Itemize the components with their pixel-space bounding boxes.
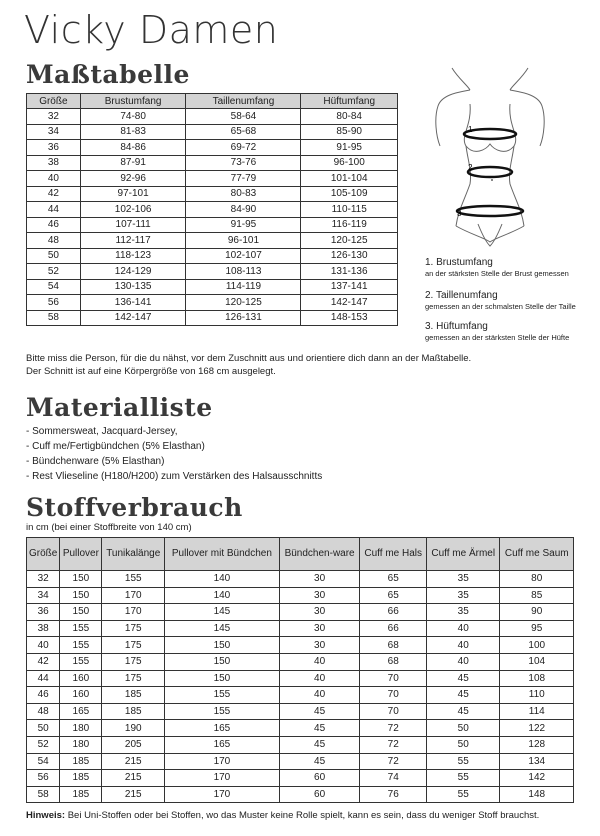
table-cell: 170 bbox=[165, 786, 280, 803]
table-cell: 102-107 bbox=[186, 248, 301, 264]
materials-heading: Materialliste bbox=[26, 393, 213, 422]
table-cell: 110-115 bbox=[301, 202, 398, 218]
figure-marker-1: 1 bbox=[468, 125, 473, 134]
table-cell: 170 bbox=[102, 604, 165, 621]
table-cell: 40 bbox=[426, 637, 499, 654]
table-cell: 40 bbox=[279, 687, 360, 704]
table-cell: 114-119 bbox=[186, 279, 301, 295]
table-cell: 80-83 bbox=[186, 186, 301, 202]
column-header: Größe bbox=[27, 538, 60, 571]
table-cell: 185 bbox=[102, 703, 165, 720]
table-cell: 72 bbox=[360, 736, 427, 753]
size-table-heading: Maßtabelle bbox=[26, 60, 190, 89]
table-row bbox=[27, 310, 398, 326]
legend-hip: 3. Hüftumfang gemessen an der stärksten Stelle der Hüfte bbox=[425, 321, 570, 342]
table-cell: 34 bbox=[27, 124, 81, 140]
fabric-table bbox=[26, 537, 574, 803]
table-cell: 150 bbox=[60, 604, 102, 621]
table-cell: 48 bbox=[27, 703, 60, 720]
table-row bbox=[27, 233, 398, 249]
table-cell: 58 bbox=[27, 310, 81, 326]
size-note: Bitte miss die Person, für die du nähst, vor dem Zuschnitt aus und orientiere dich dann an der Maßtabelle. Der Schnitt ist auf eine Körpergröße von 168 cm ausgelegt. bbox=[26, 353, 472, 377]
table-cell: 165 bbox=[165, 736, 280, 753]
table-cell: 100 bbox=[500, 637, 574, 654]
table-cell: 38 bbox=[27, 620, 60, 637]
table-cell: 185 bbox=[60, 770, 102, 787]
table-cell: 97-101 bbox=[80, 186, 186, 202]
table-cell: 55 bbox=[426, 786, 499, 803]
column-header: Bündchen-ware bbox=[279, 538, 360, 571]
table-cell: 175 bbox=[102, 670, 165, 687]
table-cell: 175 bbox=[102, 620, 165, 637]
table-cell: 42 bbox=[27, 186, 81, 202]
table-cell: 120-125 bbox=[186, 295, 301, 311]
figure-marker-2: 2 bbox=[468, 163, 473, 172]
table-cell: 60 bbox=[279, 770, 360, 787]
table-cell: 142-147 bbox=[80, 310, 186, 326]
table-cell: 95 bbox=[500, 620, 574, 637]
table-cell: 150 bbox=[60, 587, 102, 604]
table-cell: 130-135 bbox=[80, 279, 186, 295]
table-cell: 101-104 bbox=[301, 171, 398, 187]
table-cell: 54 bbox=[27, 753, 60, 770]
table-cell: 84-90 bbox=[186, 202, 301, 218]
table-cell: 165 bbox=[60, 703, 102, 720]
table-cell: 50 bbox=[27, 248, 81, 264]
table-cell: 30 bbox=[279, 620, 360, 637]
table-cell: 42 bbox=[27, 653, 60, 670]
table-cell: 65-68 bbox=[186, 124, 301, 140]
table-cell: 180 bbox=[60, 736, 102, 753]
table-cell: 160 bbox=[60, 687, 102, 704]
table-row bbox=[27, 736, 574, 753]
table-cell: 126-130 bbox=[301, 248, 398, 264]
table-cell: 32 bbox=[27, 109, 81, 125]
column-header: Cuff me Ärmel bbox=[426, 538, 499, 571]
table-cell: 40 bbox=[27, 171, 81, 187]
list-item: - Sommersweat, Jacquard-Jersey, bbox=[26, 426, 178, 437]
table-cell: 35 bbox=[426, 587, 499, 604]
table-cell: 50 bbox=[27, 720, 60, 737]
table-cell: 72 bbox=[360, 753, 427, 770]
column-header: Cuff me Saum bbox=[500, 538, 574, 571]
table-cell: 80-84 bbox=[301, 109, 398, 125]
table-cell: 150 bbox=[60, 571, 102, 588]
table-cell: 45 bbox=[426, 687, 499, 704]
table-cell: 50 bbox=[426, 736, 499, 753]
table-row bbox=[27, 124, 398, 140]
table-row bbox=[27, 186, 398, 202]
table-cell: 40 bbox=[426, 620, 499, 637]
column-header: Tunikalänge bbox=[102, 538, 165, 571]
table-cell: 155 bbox=[60, 637, 102, 654]
table-cell: 36 bbox=[27, 140, 81, 156]
table-cell: 52 bbox=[27, 264, 81, 280]
figure-marker-3: 3 bbox=[457, 209, 462, 218]
table-cell: 40 bbox=[27, 637, 60, 654]
table-cell: 137-141 bbox=[301, 279, 398, 295]
table-cell: 124-129 bbox=[80, 264, 186, 280]
table-row bbox=[27, 670, 574, 687]
table-cell: 165 bbox=[165, 720, 280, 737]
table-cell: 35 bbox=[426, 604, 499, 621]
table-cell: 44 bbox=[27, 202, 81, 218]
table-row bbox=[27, 248, 398, 264]
table-cell: 68 bbox=[360, 653, 427, 670]
table-cell: 145 bbox=[165, 604, 280, 621]
table-cell: 87-91 bbox=[80, 155, 186, 171]
table-cell: 170 bbox=[165, 753, 280, 770]
table-row bbox=[27, 279, 398, 295]
table-cell: 155 bbox=[60, 653, 102, 670]
column-header: Brustumfang bbox=[80, 94, 186, 109]
table-row bbox=[27, 264, 398, 280]
table-row bbox=[27, 703, 574, 720]
table-row bbox=[27, 753, 574, 770]
table-cell: 142-147 bbox=[301, 295, 398, 311]
table-cell: 136-141 bbox=[80, 295, 186, 311]
list-item: - Cuff me/Fertigbündchen (5% Elasthan) bbox=[26, 441, 205, 452]
table-row bbox=[27, 217, 398, 233]
table-cell: 140 bbox=[165, 587, 280, 604]
table-cell: 70 bbox=[360, 687, 427, 704]
table-cell: 56 bbox=[27, 770, 60, 787]
table-cell: 175 bbox=[102, 653, 165, 670]
table-cell: 134 bbox=[500, 753, 574, 770]
table-row bbox=[27, 171, 398, 187]
table-cell: 38 bbox=[27, 155, 81, 171]
table-cell: 74-80 bbox=[80, 109, 186, 125]
table-row bbox=[27, 587, 574, 604]
table-row bbox=[27, 687, 574, 704]
table-row bbox=[27, 109, 398, 125]
table-cell: 34 bbox=[27, 587, 60, 604]
materials-list bbox=[26, 424, 322, 484]
table-cell: 84-86 bbox=[80, 140, 186, 156]
table-cell: 155 bbox=[165, 687, 280, 704]
table-cell: 70 bbox=[360, 703, 427, 720]
table-cell: 155 bbox=[165, 703, 280, 720]
page-title: Vicky Damen bbox=[24, 8, 279, 52]
table-row bbox=[27, 604, 574, 621]
size-table bbox=[26, 93, 398, 326]
table-row bbox=[27, 720, 574, 737]
table-cell: 30 bbox=[279, 571, 360, 588]
table-cell: 205 bbox=[102, 736, 165, 753]
fabric-heading: Stoffverbrauch bbox=[26, 493, 243, 522]
table-cell: 170 bbox=[165, 770, 280, 787]
table-cell: 142 bbox=[500, 770, 574, 787]
legend-waist: 2. Taillenumfang gemessen an der schmalsten Stelle der Taille bbox=[425, 290, 576, 311]
table-cell: 122 bbox=[500, 720, 574, 737]
table-cell: 30 bbox=[279, 587, 360, 604]
table-cell: 45 bbox=[279, 720, 360, 737]
table-cell: 80 bbox=[500, 571, 574, 588]
table-cell: 74 bbox=[360, 770, 427, 787]
fabric-subheading: in cm (bei einer Stoffbreite von 140 cm) bbox=[26, 522, 192, 533]
table-cell: 81-83 bbox=[80, 124, 186, 140]
table-cell: 40 bbox=[279, 653, 360, 670]
table-cell: 40 bbox=[426, 653, 499, 670]
table-cell: 30 bbox=[279, 604, 360, 621]
table-cell: 45 bbox=[279, 753, 360, 770]
table-cell: 131-136 bbox=[301, 264, 398, 280]
table-cell: 69-72 bbox=[186, 140, 301, 156]
table-cell: 56 bbox=[27, 295, 81, 311]
table-row bbox=[27, 155, 398, 171]
table-cell: 91-95 bbox=[301, 140, 398, 156]
body-measurement-figure bbox=[430, 66, 550, 256]
table-cell: 155 bbox=[60, 620, 102, 637]
table-cell: 72 bbox=[360, 720, 427, 737]
column-header: Hüftumfang bbox=[301, 94, 398, 109]
table-cell: 36 bbox=[27, 604, 60, 621]
table-cell: 65 bbox=[360, 587, 427, 604]
table-cell: 170 bbox=[102, 587, 165, 604]
table-cell: 148 bbox=[500, 786, 574, 803]
table-cell: 90 bbox=[500, 604, 574, 621]
column-header: Pullover mit Bündchen bbox=[165, 538, 280, 571]
table-cell: 140 bbox=[165, 571, 280, 588]
table-cell: 160 bbox=[60, 670, 102, 687]
table-cell: 85 bbox=[500, 587, 574, 604]
table-cell: 92-96 bbox=[80, 171, 186, 187]
table-cell: 40 bbox=[279, 670, 360, 687]
table-cell: 155 bbox=[102, 571, 165, 588]
table-cell: 148-153 bbox=[301, 310, 398, 326]
table-cell: 107-111 bbox=[80, 217, 186, 233]
table-cell: 110 bbox=[500, 687, 574, 704]
table-cell: 116-119 bbox=[301, 217, 398, 233]
table-cell: 175 bbox=[102, 637, 165, 654]
hint-note: Hinweis: Bei Uni-Stoffen oder bei Stoffen, wo das Muster keine Rolle spielt, kann es sein, dass du weniger Stoff brauchst. bbox=[26, 810, 540, 821]
table-cell: 45 bbox=[426, 670, 499, 687]
table-cell: 108-113 bbox=[186, 264, 301, 280]
table-row bbox=[27, 620, 574, 637]
table-cell: 55 bbox=[426, 770, 499, 787]
table-cell: 65 bbox=[360, 571, 427, 588]
table-cell: 104 bbox=[500, 653, 574, 670]
table-cell: 150 bbox=[165, 637, 280, 654]
column-header: Cuff me Hals bbox=[360, 538, 427, 571]
list-item: - Rest Vlieseline (H180/H200) zum Verstärken des Halsausschnitts bbox=[26, 471, 323, 482]
table-cell: 180 bbox=[60, 720, 102, 737]
table-cell: 44 bbox=[27, 670, 60, 687]
table-cell: 58 bbox=[27, 786, 60, 803]
table-cell: 112-117 bbox=[80, 233, 186, 249]
table-cell: 48 bbox=[27, 233, 81, 249]
table-cell: 66 bbox=[360, 604, 427, 621]
legend-bust: 1. Brustumfang an der stärksten Stelle der Brust gemessen bbox=[425, 257, 569, 278]
table-cell: 46 bbox=[27, 217, 81, 233]
column-header: Größe bbox=[27, 94, 81, 109]
table-cell: 118-123 bbox=[80, 248, 186, 264]
table-cell: 215 bbox=[102, 786, 165, 803]
table-cell: 50 bbox=[426, 720, 499, 737]
table-cell: 150 bbox=[165, 670, 280, 687]
table-cell: 150 bbox=[165, 653, 280, 670]
table-row bbox=[27, 637, 574, 654]
table-cell: 91-95 bbox=[186, 217, 301, 233]
table-cell: 85-90 bbox=[301, 124, 398, 140]
table-cell: 54 bbox=[27, 279, 81, 295]
table-cell: 45 bbox=[279, 736, 360, 753]
table-cell: 185 bbox=[60, 786, 102, 803]
table-cell: 46 bbox=[27, 687, 60, 704]
table-cell: 190 bbox=[102, 720, 165, 737]
table-cell: 35 bbox=[426, 571, 499, 588]
table-cell: 120-125 bbox=[301, 233, 398, 249]
table-cell: 45 bbox=[426, 703, 499, 720]
table-cell: 66 bbox=[360, 620, 427, 637]
table-cell: 58-64 bbox=[186, 109, 301, 125]
table-cell: 60 bbox=[279, 786, 360, 803]
table-row bbox=[27, 295, 398, 311]
table-cell: 55 bbox=[426, 753, 499, 770]
column-header: Pullover bbox=[60, 538, 102, 571]
table-cell: 105-109 bbox=[301, 186, 398, 202]
table-cell: 30 bbox=[279, 637, 360, 654]
table-cell: 108 bbox=[500, 670, 574, 687]
column-header: Taillenumfang bbox=[186, 94, 301, 109]
table-cell: 52 bbox=[27, 736, 60, 753]
table-cell: 96-101 bbox=[186, 233, 301, 249]
table-cell: 114 bbox=[500, 703, 574, 720]
table-cell: 76 bbox=[360, 786, 427, 803]
table-cell: 145 bbox=[165, 620, 280, 637]
table-row bbox=[27, 770, 574, 787]
table-cell: 215 bbox=[102, 753, 165, 770]
table-row bbox=[27, 140, 398, 156]
table-cell: 32 bbox=[27, 571, 60, 588]
table-cell: 102-106 bbox=[80, 202, 186, 218]
table-cell: 215 bbox=[102, 770, 165, 787]
table-row bbox=[27, 786, 574, 803]
table-cell: 73-76 bbox=[186, 155, 301, 171]
table-cell: 96-100 bbox=[301, 155, 398, 171]
table-cell: 77-79 bbox=[186, 171, 301, 187]
list-item: - Bündchenware (5% Elasthan) bbox=[26, 456, 165, 467]
table-cell: 185 bbox=[60, 753, 102, 770]
table-cell: 45 bbox=[279, 703, 360, 720]
table-row bbox=[27, 571, 574, 588]
table-cell: 68 bbox=[360, 637, 427, 654]
table-cell: 185 bbox=[102, 687, 165, 704]
table-cell: 126-131 bbox=[186, 310, 301, 326]
table-cell: 70 bbox=[360, 670, 427, 687]
table-row bbox=[27, 653, 574, 670]
table-row bbox=[27, 202, 398, 218]
table-cell: 128 bbox=[500, 736, 574, 753]
